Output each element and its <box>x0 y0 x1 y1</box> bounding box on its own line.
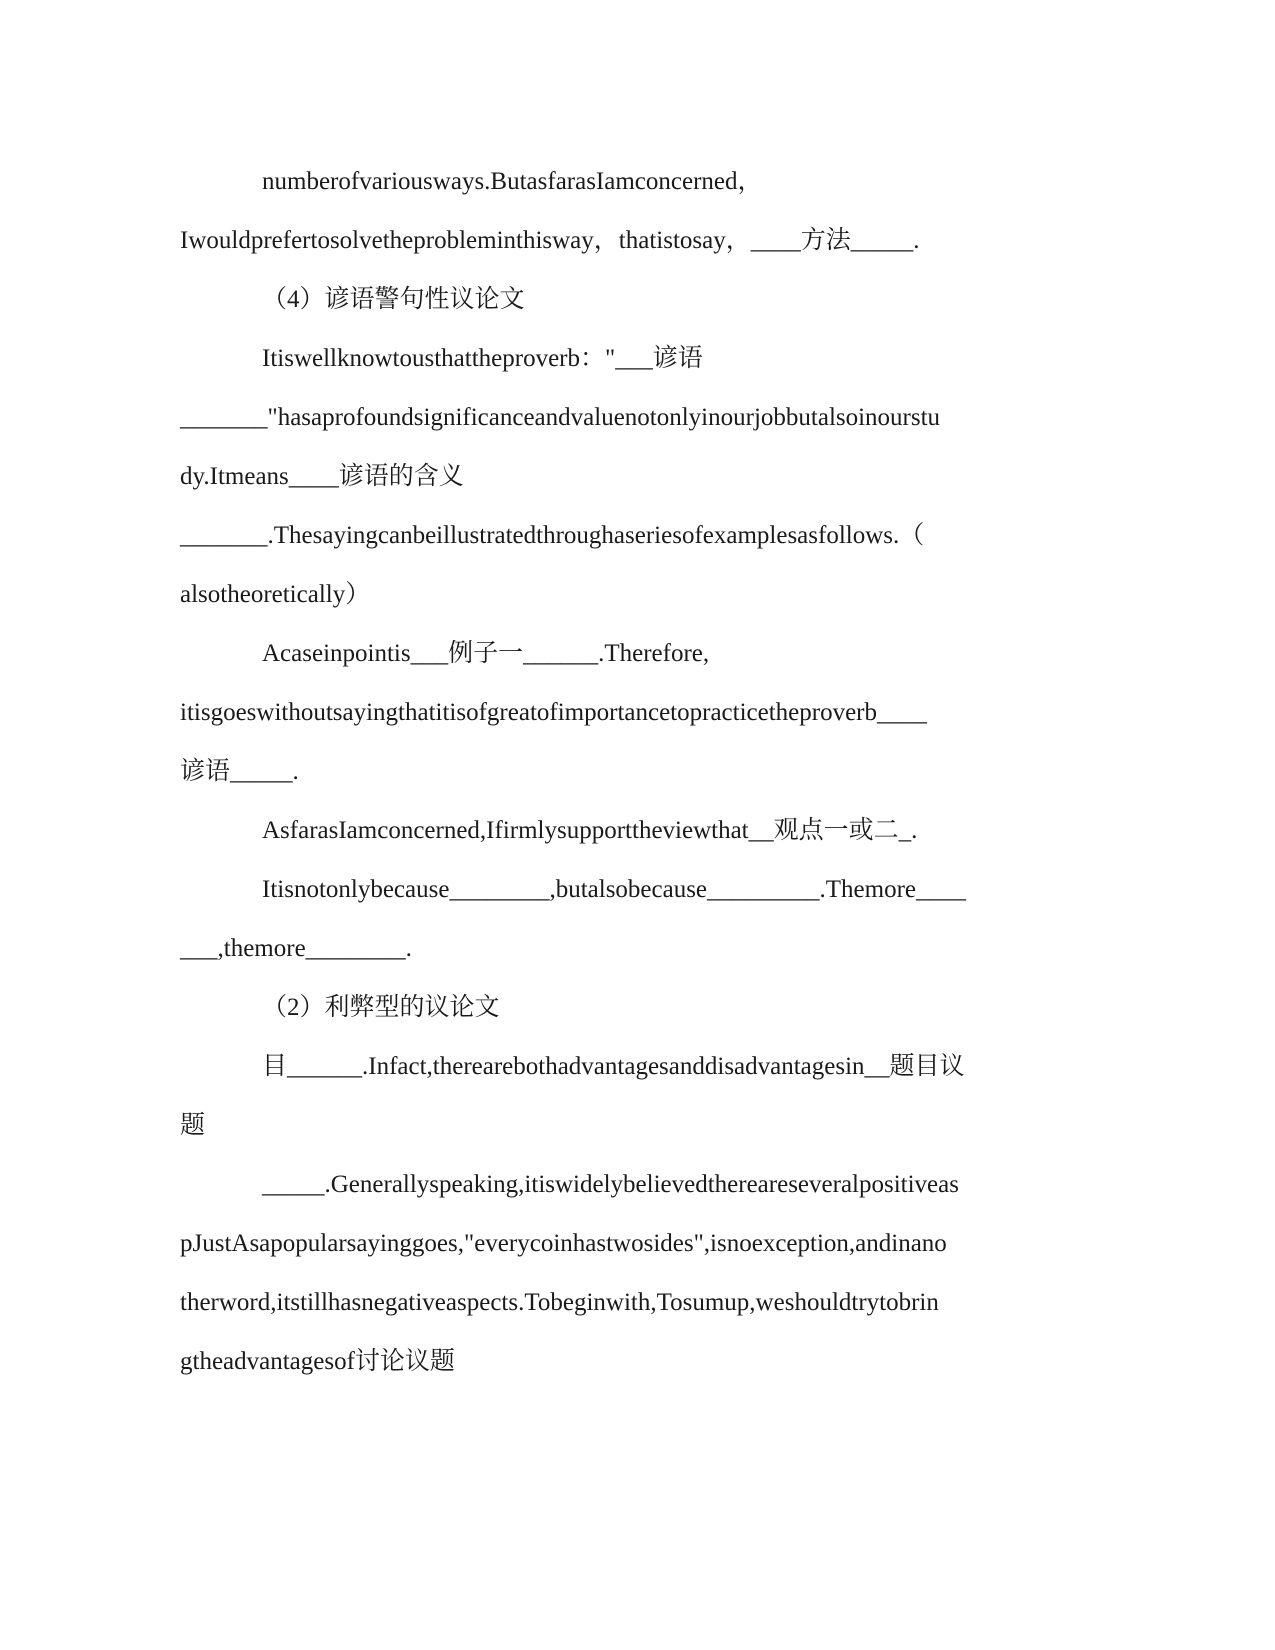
text-line: AsfarasIamconcerned,Ifirmlysupporttheviewthat__观点一或二_. <box>262 817 918 844</box>
text-line: 谚语_____. <box>180 758 299 785</box>
text-line: therword,itstillhasnegativeaspects.Tobeginwith,Tosumup,weshouldtrytobrin <box>180 1289 939 1316</box>
text-line: Itiswellknowtousthattheproverb："___谚语 <box>262 345 703 372</box>
text-line: _______"hasaprofoundsignificanceandvaluenotonlyinourjobbutalsoinourstu <box>180 404 941 431</box>
text-line: dy.Itmeans____谚语的含义 <box>180 463 464 490</box>
text-line: _______.Thesayingcanbeillustratedthroughaseriesofexamplesasfollows.（ <box>180 522 925 549</box>
text-line: ___,themore________. <box>180 935 412 962</box>
text-line: alsotheoretically） <box>180 581 371 608</box>
text-line: pJustAsapopularsayinggoes,"everycoinhastwosides",isnoexception,andinano <box>180 1230 947 1257</box>
text-line: Iwouldprefertosolvetheprobleminthisway，thatistosay，____方法_____. <box>180 227 920 254</box>
section-heading: （4）谚语警句性议论文 <box>262 286 525 313</box>
text-line: gtheadvantagesof讨论议题 <box>180 1348 455 1375</box>
text-line: Acaseinpointis___例子一______.Therefore, <box>262 640 710 667</box>
text-line: numberofvariousways.ButasfarasIamconcerned， <box>262 168 763 195</box>
section-heading: （2）利弊型的议论文 <box>262 994 500 1021</box>
text-line: _____.Generallyspeaking,itiswidelybelievedthereareseveralpositiveas <box>262 1171 959 1198</box>
text-line: Itisnotonlybecause________,butalsobecause_________.Themore____ <box>262 876 967 903</box>
text-line: 题 <box>180 1112 206 1139</box>
text-line: itisgoeswithoutsayingthatitisofgreatofimportancetopracticetheproverb____ <box>180 699 928 726</box>
text-line: 目______.Infact,therearebothadvantagesanddisadvantagesin__题目议 <box>262 1053 965 1080</box>
